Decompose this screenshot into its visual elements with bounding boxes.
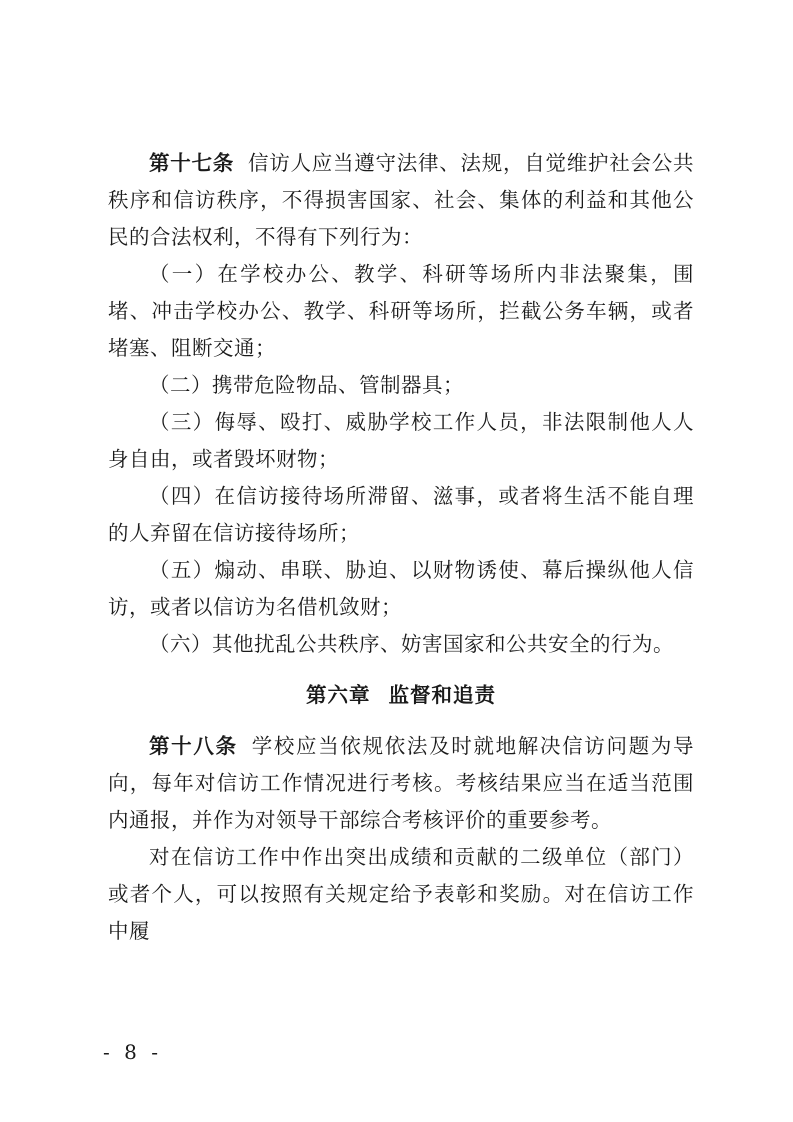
- chapter-6-title: 监督和追责: [388, 683, 496, 707]
- chapter-6-number: 第六章: [306, 683, 371, 707]
- article-17-paragraph: [108, 145, 694, 256]
- article-17-item-6: （六）其他扰乱公共秩序、妨害国家和公共安全的行为。: [149, 632, 674, 656]
- article-18-body: 学校应当依规依法及时就地解决信访问题为导向，每年对信访工作情况进行考核。考核结果应当在适当范围内通报，并作为对领导干部综合考核评价的重要参考。: [108, 734, 695, 832]
- article-17-heading: 第十七条: [149, 151, 234, 175]
- page-content: [108, 145, 694, 950]
- article-17-item-5: （五）煽动、串联、胁迫、以财物诱使、幕后操纵他人信访，或者以信访为名借机敛财；: [108, 558, 694, 619]
- article-17-item-3: （三）侮辱、殴打、威胁学校工作人员，非法限制他人人身自由，或者毁坏财物；: [108, 410, 694, 471]
- chapter-6-heading: [108, 677, 694, 714]
- article-17-body: 信访人应当遵守法律、法规，自觉维护社会公共秩序和信访秩序，不得损害国家、社会、集体的利益和其他公民的合法权利，不得有下列行为：: [108, 151, 694, 249]
- article-18-paragraph: [108, 728, 694, 839]
- article-17-item-4: （四）在信访接待场所滞留、滋事，或者将生活不能自理的人弃留在信访接待场所；: [108, 484, 694, 545]
- article-17-item-2: （二）携带危险物品、管制器具；: [149, 373, 464, 397]
- article-18-heading: 第十八条: [149, 734, 238, 758]
- article-18-paragraph-2: 对在信访工作中作出突出成绩和贡献的二级单位（部门）或者个人，可以按照有关规定给予表彰和奖励。对在信访工作中履: [108, 845, 694, 943]
- page-number-text: - 8 -: [103, 1040, 162, 1064]
- article-17-item-1: （一）在学校办公、教学、科研等场所内非法聚集，围堵、冲击学校办公、教学、科研等场所，拦截公务车辆，或者堵塞、阻断交通；: [108, 262, 694, 360]
